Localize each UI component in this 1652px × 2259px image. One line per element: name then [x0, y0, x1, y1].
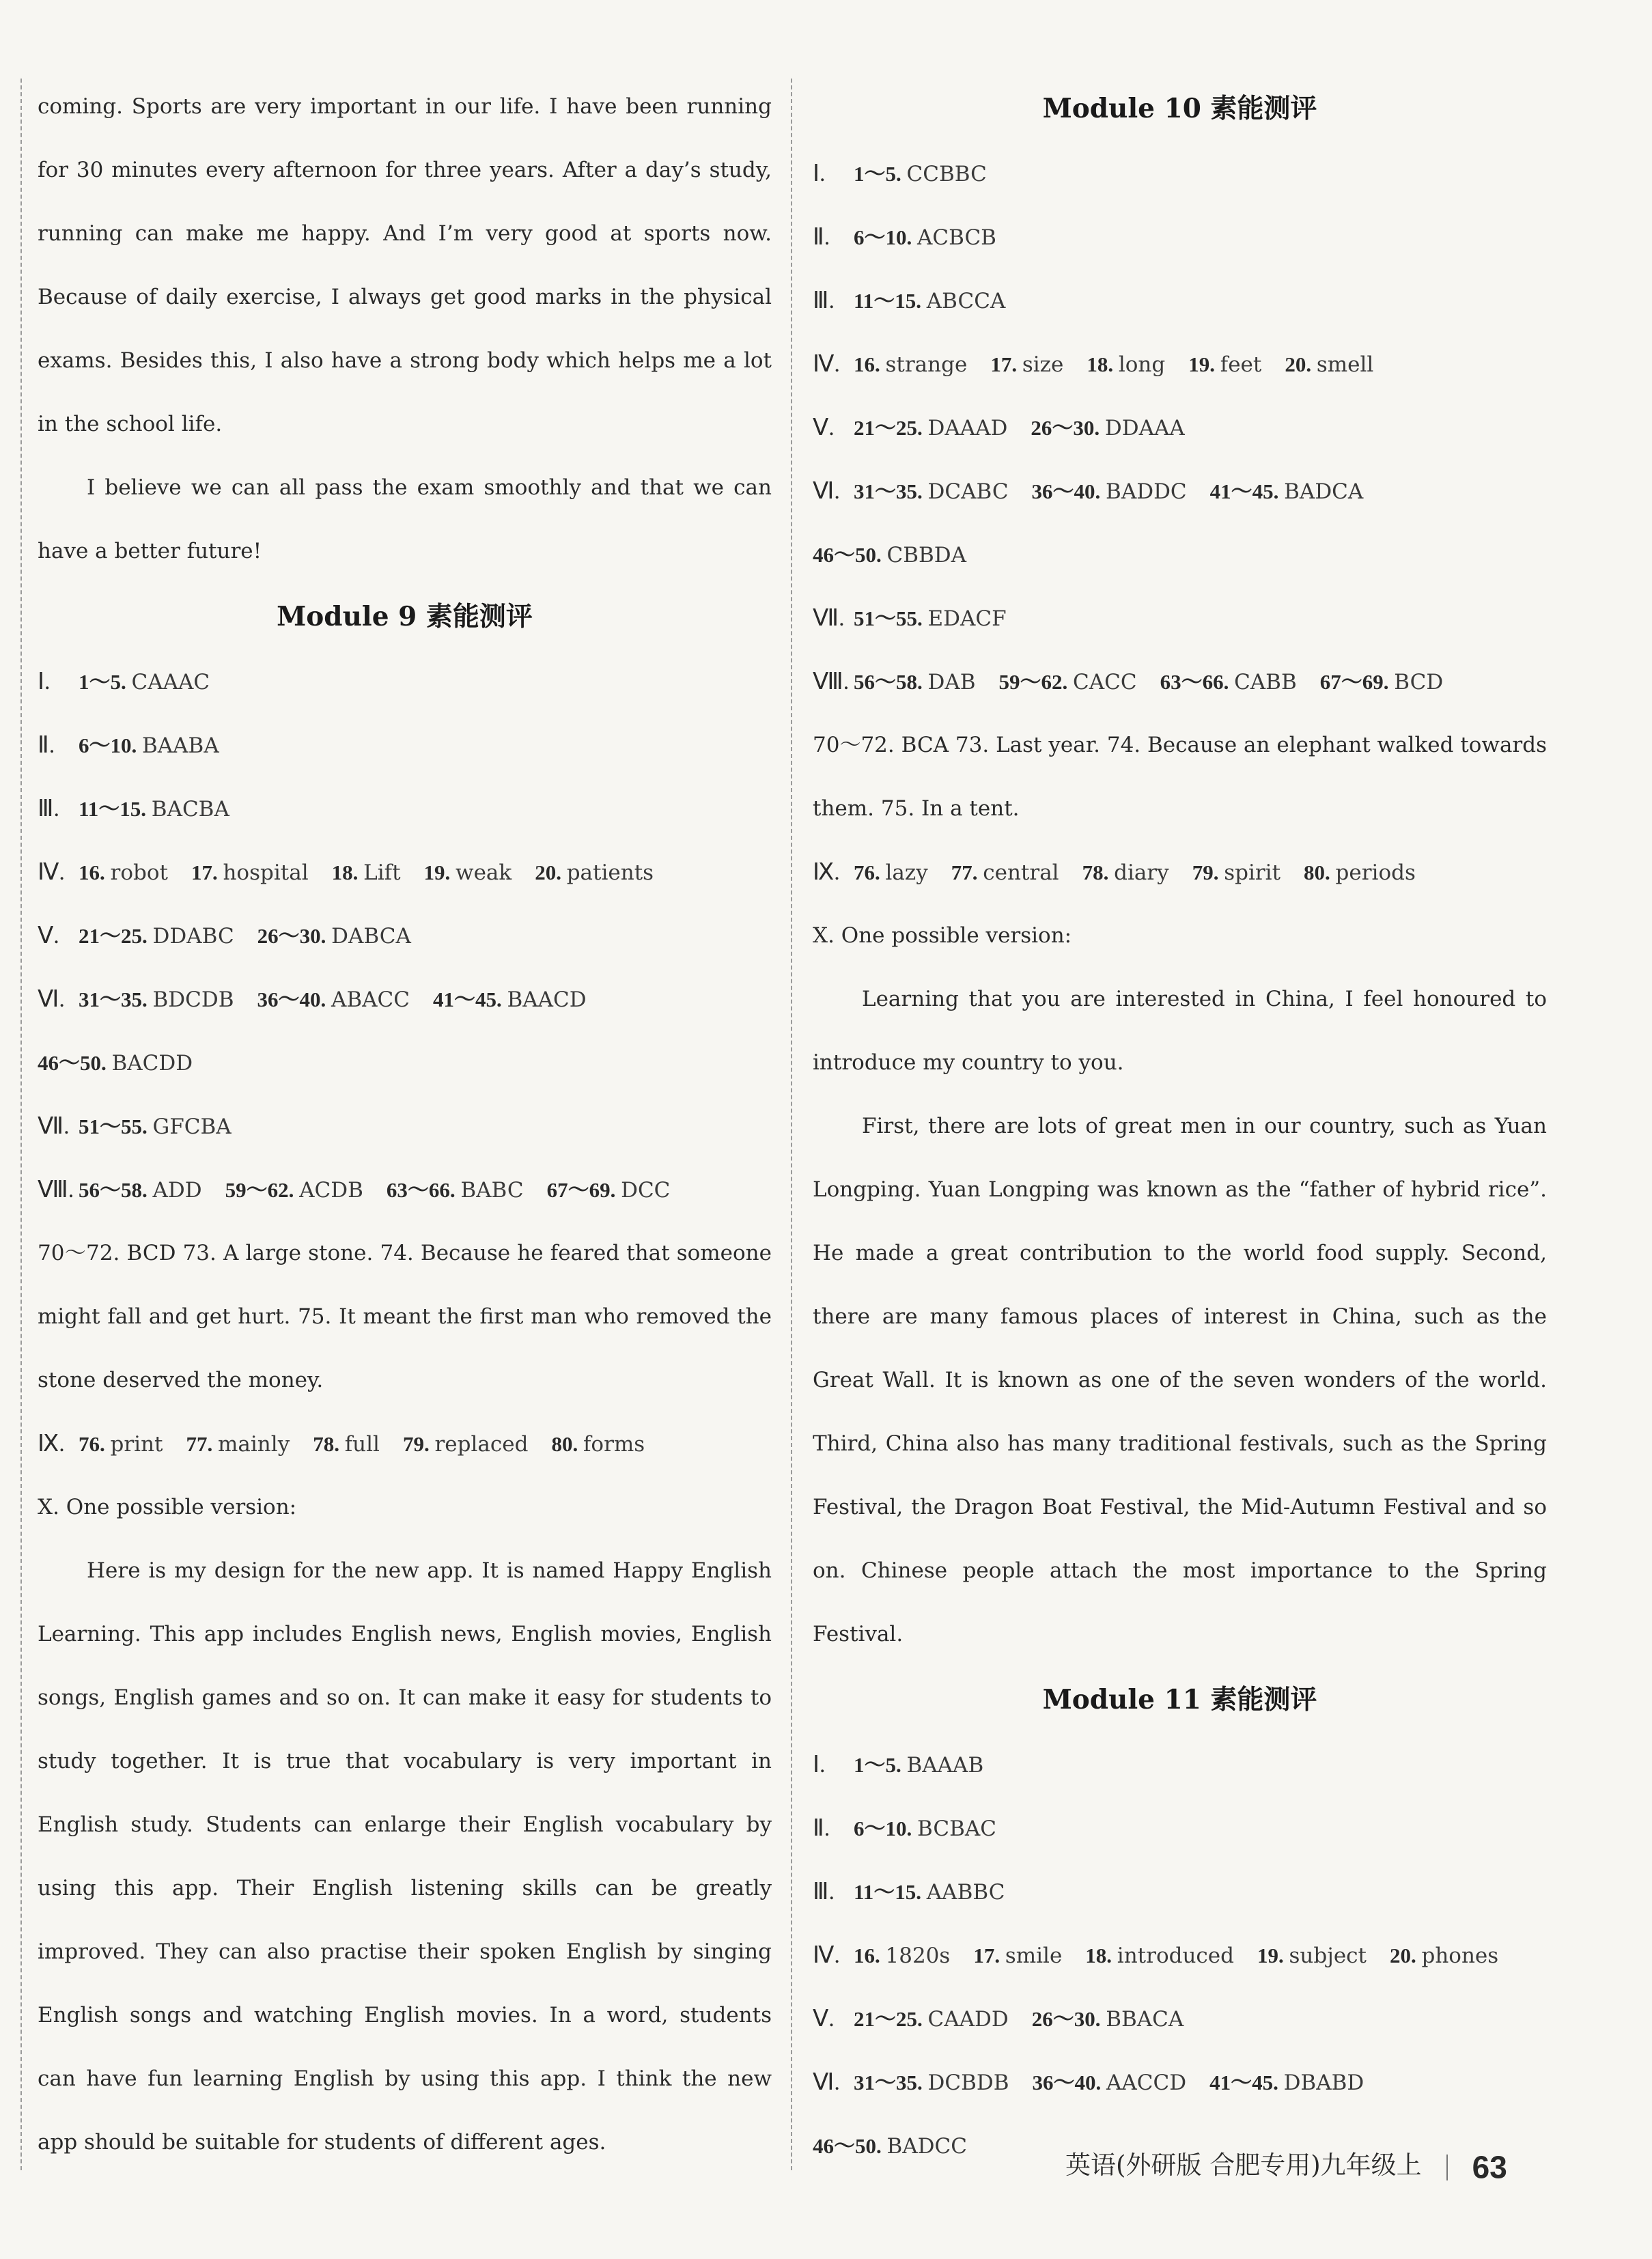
question-number: 36～40.	[257, 987, 331, 1011]
answer-value: DABCA	[331, 924, 411, 949]
answer-value: BAAAB	[906, 1753, 984, 1778]
section-numeral: Ⅶ.	[813, 606, 845, 631]
question-number: 21～25.	[854, 2007, 928, 2031]
question-number: 51～55.	[79, 1114, 153, 1138]
answer-row	[38, 841, 772, 904]
question-number: 21～25.	[79, 924, 153, 948]
answer-value: print	[110, 1432, 163, 1457]
section-numeral: Ⅴ.	[813, 2006, 835, 2032]
module-9-ix	[38, 1412, 772, 1476]
right-column	[813, 75, 1547, 2178]
answer-value: BACDD	[111, 1051, 193, 1076]
answer-row	[813, 460, 1547, 523]
question-number: 67～69.	[546, 1178, 621, 1202]
question-number: 36～40.	[1031, 479, 1106, 503]
module-11-title: Module 11 素能测评	[1042, 1684, 1317, 1715]
question-number: 79.	[1192, 860, 1224, 884]
answer-value: BAABA	[142, 733, 219, 758]
section-numeral: Ⅷ.	[38, 1177, 74, 1203]
question-number: 18.	[1087, 352, 1119, 376]
question-number: 63～66.	[1160, 670, 1235, 694]
answer-row	[38, 904, 772, 968]
answer-value: AABBC	[926, 1880, 1005, 1905]
question-number: 20.	[535, 860, 567, 884]
answer-row	[813, 333, 1547, 396]
answer-value: DCC	[621, 1178, 671, 1203]
question-number: 77.	[951, 860, 983, 884]
module-9-title: Module 9 素能测评	[277, 601, 533, 632]
answer-value: EDACF	[927, 606, 1007, 631]
answer-value: BADCA	[1284, 479, 1364, 504]
answer-row	[38, 777, 772, 841]
answer-row	[813, 650, 1547, 714]
section-numeral: Ⅱ.	[813, 225, 830, 250]
footer-divider	[1446, 2155, 1448, 2180]
answer-value: lazy	[885, 860, 928, 885]
answer-value: CABB	[1234, 670, 1297, 694]
question-number: 78.	[313, 1432, 345, 1456]
answer-value: DDAAA	[1104, 416, 1185, 440]
question-number: 56～58.	[79, 1178, 153, 1202]
question-number: 17.	[191, 860, 223, 884]
question-number: 76.	[854, 860, 886, 884]
question-number: 79.	[402, 1432, 435, 1456]
question-number: 26～30.	[1031, 416, 1105, 440]
question-number: 31～35.	[854, 479, 928, 503]
question-number: 6～10.	[854, 225, 917, 249]
question-number: 46～50.	[813, 2134, 887, 2158]
answer-value: diary	[1114, 860, 1169, 885]
question-number: 19.	[423, 860, 456, 884]
module-9-x-label: Ⅹ. One possible version:	[38, 1495, 297, 1519]
answer-value: replaced	[434, 1432, 529, 1457]
question-number: 36～40.	[1032, 2071, 1106, 2094]
answer-value: central	[983, 860, 1059, 885]
section-numeral: Ⅳ.	[38, 860, 65, 885]
section-numeral: Ⅰ.	[38, 669, 51, 694]
answer-value: ABCCA	[926, 289, 1006, 313]
answer-value: phones	[1421, 1944, 1499, 1968]
book-title: 英语(外研版 合肥专用)九年级上	[1065, 2150, 1422, 2180]
answer-value: smell	[1316, 352, 1374, 377]
question-number: 41～45.	[1209, 479, 1285, 503]
question-number: 26～30.	[257, 924, 332, 948]
answer-value: ACBCB	[917, 225, 996, 250]
answer-value: CBBDA	[886, 543, 967, 567]
question-number: 19.	[1188, 352, 1220, 376]
answer-value: long	[1118, 352, 1166, 377]
question-number: 56～58.	[854, 670, 928, 694]
section-numeral: Ⅳ.	[813, 352, 840, 377]
question-number: 17.	[990, 352, 1022, 376]
section-numeral: Ⅷ.	[813, 669, 850, 694]
module-10-title: Module 10 素能测评	[1042, 93, 1317, 124]
module-10-essay: Learning that you are interested in China, I feel honoured to introduce my country to you. First, there are lots of great men in our country, such as Yuan Longping. Yuan Longping was known as the “father of hybrid rice”. He made a great contribution to the world food supply. Second, there are many famous places of interest in China, such as the Great Wall. It is known as one of the seven wonders of the world. Third, China also has many traditional festivals, such as the Spring Festival, the Dragon Boat Festival, the Mid-Autumn Festival and so on. Chinese people attach the most importance to the Spring Festival.	[813, 987, 1547, 1646]
answer-row	[38, 714, 772, 777]
question-number: 77.	[186, 1432, 219, 1456]
question-number: 31～35.	[854, 2071, 928, 2094]
question-number: 41～45.	[433, 987, 507, 1011]
answer-value: CAADD	[927, 2007, 1009, 2032]
section-numeral: Ⅴ.	[38, 923, 59, 949]
answer-value: DBABD	[1283, 2071, 1364, 2095]
question-number: 18.	[1085, 1944, 1117, 1967]
answer-value: BADDC	[1106, 479, 1187, 504]
module-10-ix	[813, 841, 1547, 904]
answer-row	[813, 2051, 1547, 2114]
section-numeral: Ⅸ.	[38, 1431, 65, 1457]
question-number: 18.	[331, 860, 364, 884]
question-number: 17.	[973, 1944, 1005, 1967]
answer-row	[38, 1158, 772, 1222]
answer-value: BABC	[460, 1178, 524, 1203]
question-number: 76.	[79, 1432, 111, 1456]
question-number: 51～55.	[854, 606, 928, 630]
question-number: 19.	[1257, 1944, 1289, 1967]
question-number: 80.	[1304, 860, 1336, 884]
question-number: 6～10.	[79, 733, 142, 757]
answer-value: feet	[1220, 352, 1262, 377]
answer-value: AACCD	[1106, 2071, 1187, 2095]
intro-paragraph-2: I believe we can all pass the exam smoothly and that we can have a better future!	[38, 475, 772, 563]
answer-row	[38, 1095, 772, 1158]
answer-value: mainly	[218, 1432, 290, 1457]
answer-row	[813, 523, 1547, 587]
question-number: 41～45.	[1209, 2071, 1284, 2094]
left-margin-rule	[20, 79, 22, 2170]
question-number: 16.	[79, 860, 111, 884]
answer-value: CCBBC	[906, 162, 987, 186]
answer-value: BBACA	[1106, 2007, 1184, 2032]
answer-value: BADCC	[886, 2134, 967, 2159]
answer-value: ADD	[152, 1178, 202, 1203]
answer-value: hospital	[223, 860, 309, 885]
answer-row	[813, 269, 1547, 333]
question-number: 11～15.	[854, 289, 927, 313]
answer-value: ABACC	[331, 987, 410, 1012]
answer-value: GFCBA	[152, 1114, 232, 1139]
answer-row	[813, 587, 1547, 650]
question-number: 80.	[551, 1432, 583, 1456]
module-11-answers	[813, 1733, 1547, 2178]
section-numeral: Ⅵ.	[38, 987, 65, 1012]
question-number: 46～50.	[38, 1051, 112, 1075]
answer-value: BCBAC	[917, 1816, 996, 1841]
section-numeral: Ⅴ.	[813, 415, 835, 440]
intro-paragraph-1: coming. Sports are very important in our life. I have been running for 30 minutes every afternoon for three years. After a day’s study, running can make me happy. And I’m very good at sports now. Because of daily exercise, I always get good marks in the physical exams. Besides this, I also have a strong body which helps me a lot in the school life.	[38, 94, 772, 436]
question-number: 20.	[1389, 1944, 1422, 1967]
answer-value: BACBA	[151, 797, 229, 822]
question-number: 78.	[1082, 860, 1115, 884]
answer-value: DCBDB	[927, 2071, 1009, 2095]
answer-value: Lift	[363, 860, 401, 885]
answer-row	[813, 1987, 1547, 2051]
answer-value: BAACD	[507, 987, 587, 1012]
question-number: 11～15.	[79, 797, 152, 821]
module-9-essay: Here is my design for the new app. It is named Happy English Learning. This app includes English news, English movies, English songs, English games and so on. It can make it easy for students to study together. It is true that vocabulary is very important in English study. Students can enlarge their English vocabulary by using this app. Their English listening skills can be greatly improved. They can also practise their spoken English by singing English songs and watching English movies. In a word, students can have fun learning English by using this app. I think the new app should be suitable for students of different ages.	[38, 1558, 772, 2155]
section-numeral: Ⅵ.	[813, 479, 840, 504]
question-number: 1～5.	[854, 1753, 907, 1777]
question-number: 63～66.	[386, 1178, 461, 1202]
question-number: 59～62.	[998, 670, 1074, 694]
answer-row	[813, 1924, 1547, 1987]
section-numeral: Ⅸ.	[813, 860, 840, 885]
answer-value: DAB	[927, 670, 976, 694]
answer-value: 1820s	[885, 1944, 951, 1968]
module-10-x-label: Ⅹ. One possible version:	[813, 923, 1072, 948]
question-number: 46～50.	[813, 543, 887, 567]
question-number: 67～69.	[1319, 670, 1395, 694]
answer-value: introduced	[1117, 1944, 1234, 1968]
module-10-viii-continued: 70～72. BCA 73. Last year. 74. Because an elephant walked towards them. 75. In a tent.	[813, 733, 1547, 821]
section-numeral: Ⅱ.	[38, 733, 55, 758]
section-numeral: Ⅲ.	[813, 288, 835, 313]
answer-value: periods	[1335, 860, 1416, 885]
answer-value: spirit	[1224, 860, 1281, 885]
section-numeral: Ⅳ.	[813, 1943, 840, 1968]
question-number: 16.	[854, 352, 886, 376]
answer-row	[38, 1031, 772, 1095]
answer-row	[813, 206, 1547, 269]
question-number: 20.	[1285, 352, 1317, 376]
answer-value: ACDB	[299, 1178, 363, 1203]
answer-value: full	[344, 1432, 380, 1457]
page-footer	[1065, 2144, 1507, 2186]
column-divider	[791, 79, 792, 2170]
answer-value: CAAAC	[131, 670, 210, 694]
answer-row	[38, 1412, 772, 1476]
answer-row	[38, 968, 772, 1031]
section-numeral: Ⅰ.	[813, 1752, 826, 1778]
answer-value: size	[1022, 352, 1064, 377]
answer-value: subject	[1289, 1944, 1367, 1968]
answer-value: DAAAD	[927, 416, 1008, 440]
answer-value: BCD	[1394, 670, 1444, 694]
section-numeral: Ⅲ.	[813, 1879, 835, 1905]
answer-value: DDABC	[152, 924, 234, 949]
module-10-answers	[813, 142, 1547, 714]
section-numeral: Ⅱ.	[813, 1816, 830, 1841]
answer-row	[813, 1860, 1547, 1924]
question-number: 31～35.	[79, 987, 153, 1011]
question-number: 21～25.	[854, 416, 928, 440]
module-9-answers	[38, 650, 772, 1222]
question-number: 16.	[854, 1944, 886, 1967]
answer-value: robot	[110, 860, 168, 885]
answer-row	[813, 841, 1547, 904]
question-number: 59～62.	[225, 1178, 300, 1202]
answer-value: smile	[1005, 1944, 1063, 1968]
page-number: 63	[1472, 2149, 1507, 2185]
answer-value: CACC	[1073, 670, 1137, 694]
question-number: 1～5.	[79, 670, 132, 694]
answer-value: weak	[456, 860, 512, 885]
answer-row	[813, 142, 1547, 206]
answer-row	[813, 1797, 1547, 1860]
answer-value: forms	[583, 1432, 645, 1457]
answer-row	[813, 1733, 1547, 1797]
left-column	[38, 75, 772, 2174]
question-number: 26～30.	[1031, 2007, 1106, 2031]
section-numeral: Ⅵ.	[813, 2070, 840, 2095]
answer-value: patients	[566, 860, 654, 885]
section-numeral: Ⅲ.	[38, 796, 59, 822]
question-number: 1～5.	[854, 162, 907, 186]
answer-value: BDCDB	[152, 987, 234, 1012]
answer-value: DCABC	[927, 479, 1009, 504]
question-number: 6～10.	[854, 1816, 917, 1840]
answer-value: strange	[885, 352, 968, 377]
question-number: 11～15.	[854, 1880, 927, 1904]
answer-row	[813, 396, 1547, 460]
module-9-viii-continued: 70～72. BCD 73. A large stone. 74. Because he feared that someone might fall and get hurt. 75. It meant the first man who removed the stone deserved the money.	[38, 1241, 772, 1392]
section-numeral: Ⅶ.	[38, 1114, 70, 1139]
answer-row	[38, 650, 772, 714]
section-numeral: Ⅰ.	[813, 161, 826, 186]
